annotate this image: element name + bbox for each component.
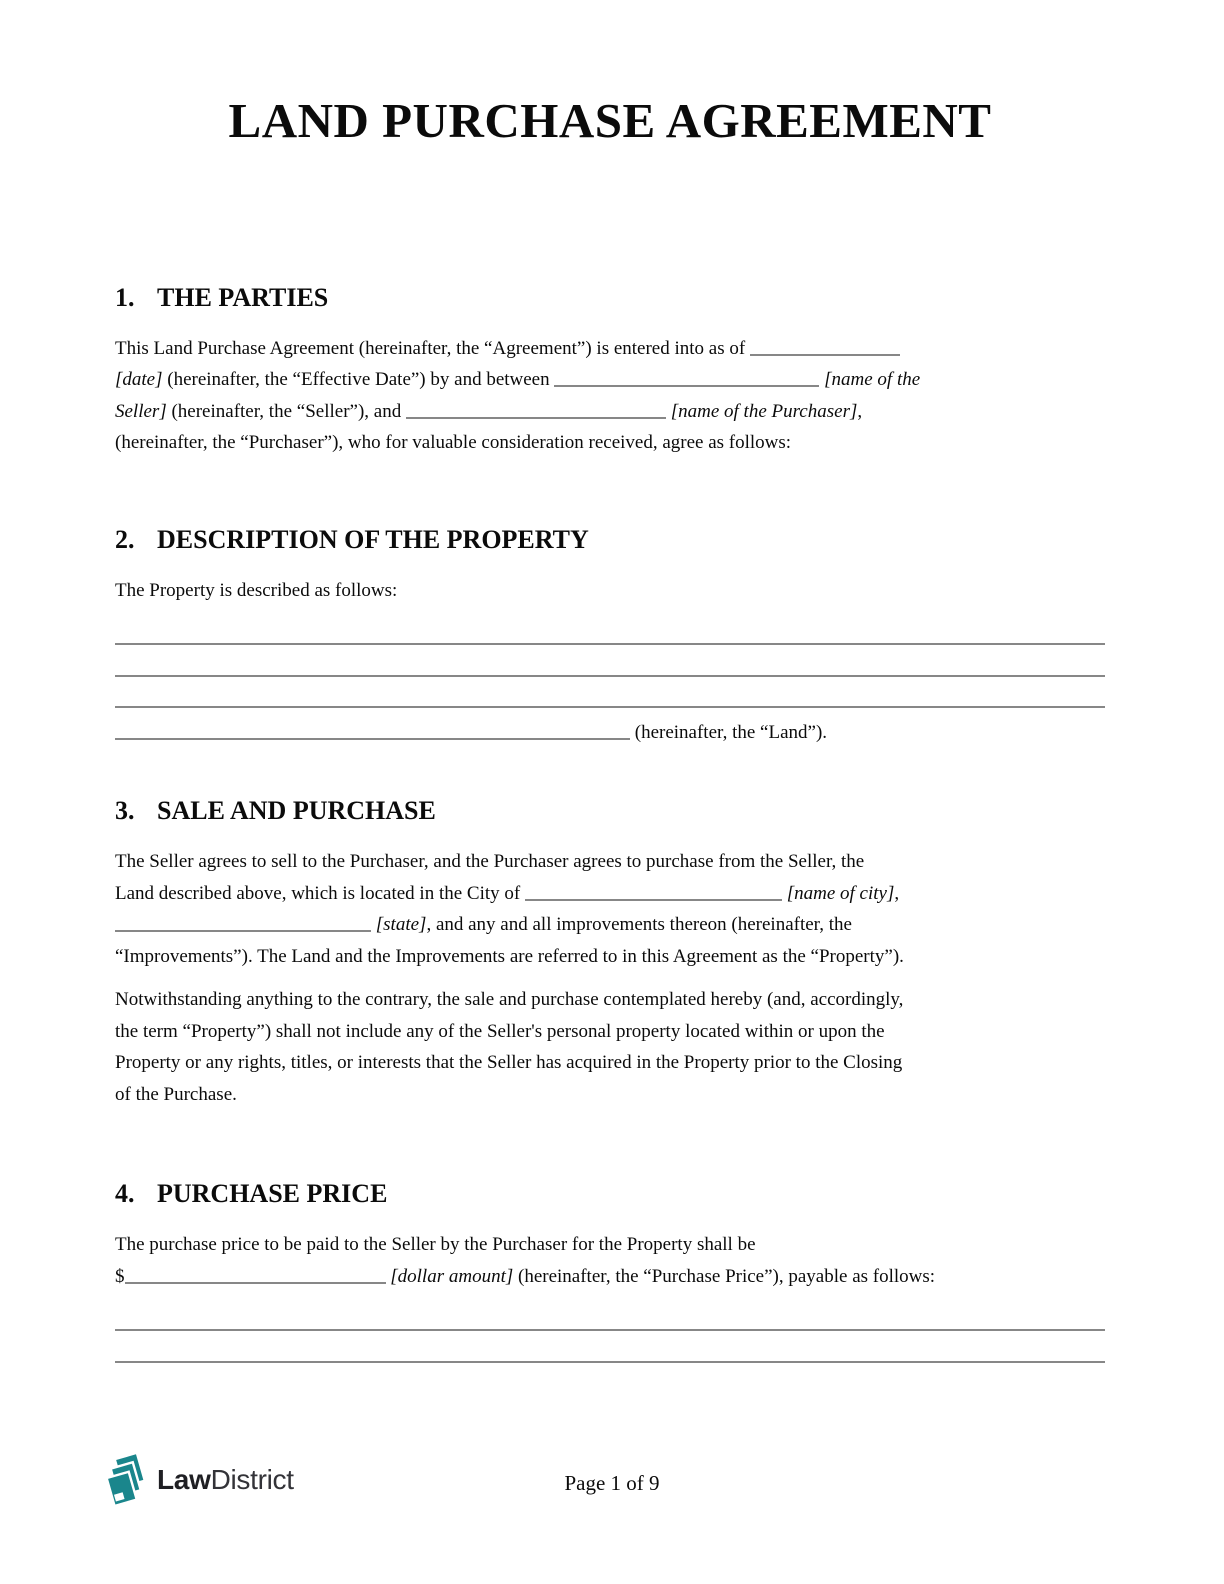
brand-wordmark (157, 1464, 294, 1496)
text-line (115, 909, 1105, 941)
text-line (115, 1229, 1105, 1261)
text-run: (hereinafter, the “Purchase Price”), payable as follows: (513, 1265, 936, 1287)
fill-in-line (115, 685, 1105, 717)
section-heading (115, 282, 1105, 313)
blank-field (115, 674, 1105, 677)
fill-in-line (115, 654, 1105, 686)
document-sections (115, 282, 1105, 1372)
text-line (115, 427, 1105, 459)
section-heading-label: THE PARTIES (157, 282, 329, 312)
blank-field (115, 705, 1105, 708)
blank-field (525, 898, 782, 901)
blank-field (115, 642, 1105, 645)
page-number: Page 1 of 9 (564, 1471, 660, 1495)
section-the-parties (115, 282, 1105, 459)
placeholder-hint: [state] (375, 914, 427, 936)
text-line (115, 1079, 1105, 1111)
fill-in-line (115, 1340, 1105, 1372)
text-run: of the Purchase. (115, 1083, 237, 1105)
paragraph (115, 333, 1105, 459)
placeholder-hint: [name of city] (786, 882, 895, 904)
text-run: Notwithstanding anything to the contrary, the sale and purchase contemplated hereby (and, accordingly, (115, 989, 904, 1011)
section-number: 3. (115, 796, 135, 826)
text-run: The Property is described as follows: (115, 579, 398, 601)
section-number: 2. (115, 524, 135, 554)
fill-in-rules (115, 1308, 1105, 1371)
paragraph (115, 1229, 1105, 1292)
fill-in-line (115, 1308, 1105, 1340)
placeholder-hint: [name of the Purchaser] (670, 400, 858, 422)
text-run: The Seller agrees to sell to the Purchaser, and the Purchaser agrees to purchase from the Seller, the (115, 851, 865, 873)
placeholder-hint: [date] (115, 369, 163, 391)
blank-field (125, 1281, 386, 1284)
text-line (115, 333, 1105, 365)
text-line (115, 878, 1105, 910)
section-heading (115, 1178, 1105, 1209)
text-run: $ (115, 1265, 125, 1287)
section-number: 4. (115, 1179, 135, 1209)
blank-field (115, 1328, 1105, 1331)
text-run: , and any and all improvements thereon (hereinafter, the (426, 914, 852, 936)
text-line (115, 1016, 1105, 1048)
section-description-of-the-property (115, 524, 1105, 749)
section-purchase-price (115, 1178, 1105, 1371)
text-line (115, 396, 1105, 428)
text-line (115, 1047, 1105, 1079)
blank-field (554, 384, 819, 387)
placeholder-hint: [dollar amount] (390, 1265, 514, 1287)
paragraph (115, 575, 1105, 607)
lawdistrict-logo (108, 1457, 294, 1503)
section-heading-label: SALE AND PURCHASE (157, 796, 436, 826)
section-sale-and-purchase (115, 795, 1105, 1110)
blank-field (750, 353, 900, 356)
text-run: This Land Purchase Agreement (hereinafter, the “Agreement”) is entered into as of (115, 337, 750, 359)
section-heading (115, 795, 1105, 826)
stacked-pages-icon (108, 1457, 150, 1503)
blank-field (115, 929, 371, 932)
text-line (115, 941, 1105, 973)
section-number: 1. (115, 282, 135, 312)
text-run: (hereinafter, the “Effective Date”) by and between (162, 369, 555, 391)
fill-in-line (115, 622, 1105, 654)
text-run: Land described above, which is located in the City of (115, 882, 525, 904)
document-title: LAND PURCHASE AGREEMENT (228, 93, 992, 148)
text-run: (hereinafter, the “Purchaser”), who for valuable consideration received, agree as follows: (115, 432, 792, 454)
text-line (115, 846, 1105, 878)
fill-in-rules (115, 622, 1105, 748)
paragraph (115, 984, 1105, 1110)
text-run: Property or any rights, titles, or interests that the Seller has acquired in the Property prior to the Closing (115, 1052, 903, 1074)
text-line (115, 575, 1105, 607)
paragraph (115, 846, 1105, 972)
text-run: (hereinafter, the “Land”). (630, 721, 828, 743)
text-line (115, 1261, 1105, 1293)
section-heading (115, 524, 1105, 555)
text-line (115, 984, 1105, 1016)
blank-field (115, 1360, 1105, 1363)
placeholder-hint: Seller] (115, 400, 167, 422)
blank-field (115, 737, 630, 740)
brand-district: District (210, 1464, 294, 1495)
placeholder-hint: [name of the (824, 369, 921, 391)
page-footer (108, 1455, 1109, 1515)
section-heading-label: PURCHASE PRICE (157, 1179, 388, 1209)
text-run: (hereinafter, the “Seller”), and (166, 400, 406, 422)
text-run: “Improvements”). The Land and the Improvements are referred to in this Agreement as the “Property”). (115, 945, 904, 967)
fill-in-line (115, 717, 1105, 749)
section-heading-label: DESCRIPTION OF THE PROPERTY (157, 524, 589, 554)
text-run: , (857, 400, 863, 422)
text-run: The purchase price to be paid to the Seller by the Purchaser for the Property shall be (115, 1234, 756, 1256)
blank-field (406, 416, 666, 419)
text-run: the term “Property”) shall not include any of the Seller's personal property located within or upon the (115, 1020, 885, 1042)
brand-law: Law (157, 1464, 211, 1495)
text-line (115, 364, 1105, 396)
text-run: , (894, 882, 900, 904)
